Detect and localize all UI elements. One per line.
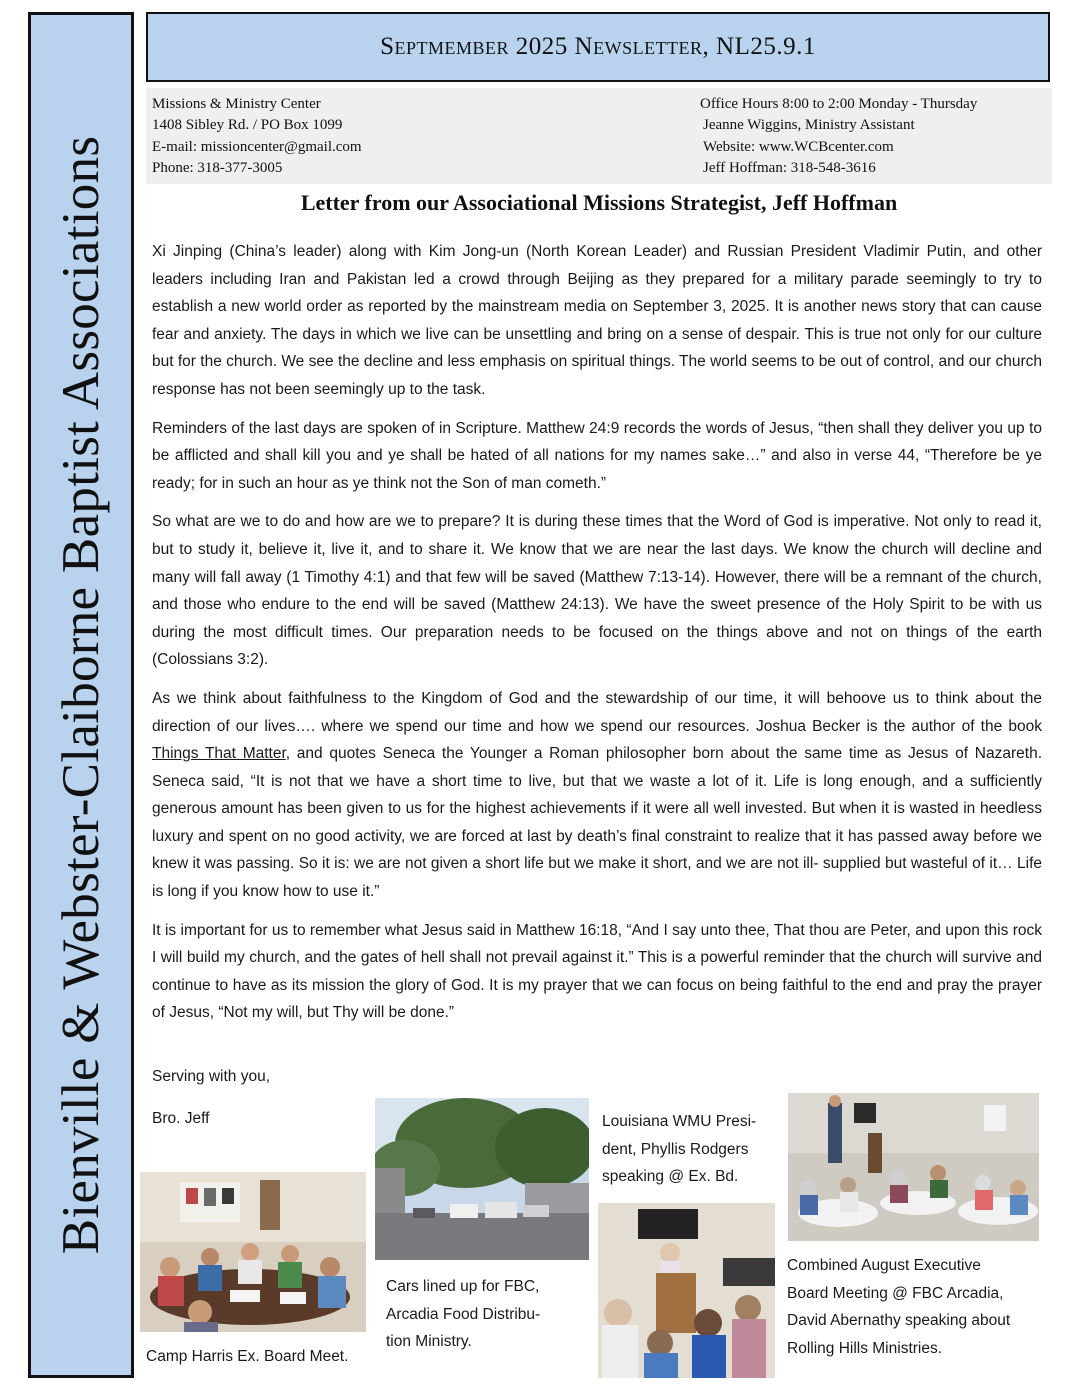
book-title: Things That Matter [152, 745, 286, 763]
center-address: 1408 Sibley Rd. / PO Box 1099 [152, 117, 343, 134]
wmu-caption-line-3: speaking @ Ex. Bd. [602, 1168, 739, 1186]
letter-paragraph-3: So what are we to do and how are we to prepare? It is during these times that the Word of God is imperative. Not only to read it, but to study it, believe it, live it, and to share it. We know that we are near the last days. We know the church will decline and many will fall away (1 Timothy 4:1) and that few will be saved (Matthew 7:13-14). However, there will be a remnant of the church, and those who endure to the end will be saved (Matthew 24:13). We have the sweet presence of the Holy Spirit to be with us during the most difficult times. Our preparation needs to be focused on the things above and not on things of the earth (Colossians 3:2). [152, 513, 1042, 669]
center-phone: Phone: 318-377-3005 [152, 159, 283, 176]
association-name: Bienville & Webster-Claiborne Baptist Associations [52, 135, 110, 1255]
exec-caption-line-3: David Abernathy speaking about [787, 1312, 1011, 1330]
office-hours: Office Hours 8:00 to 2:00 Monday - Thursday [700, 96, 978, 112]
executive-board-photo [788, 1093, 1039, 1241]
newsletter-title-box [146, 12, 1050, 82]
letter-heading: Letter from our Associational Missions Strategist, Jeff Hoffman [300, 190, 898, 215]
ministry-assistant: Jeanne Wiggins, Ministry Assistant [703, 117, 915, 134]
camp-harris-photo [140, 1172, 366, 1332]
letter-paragraph-1: Xi Jinping (China’s leader) along with Kim Jong-un (North Korean Leader) and Russian President Vladimir Putin, and other leaders including Iran and Pakistan led a crowd through Beijing as they prepared for a military parade seemingly to try to establish a new world order as reported by the mainstream media on September 3, 2025. It is another news story that can cause fear and anxiety. The days in which we live can be unsettling and bring on a sense of despair. This is true not only for our culture but for the church. We see the decline and less emphasis on spiritual things. The world seems to be out of control, and our church response has not been seemingly up to the task. [152, 243, 1042, 398]
wmu-caption-line-1: Louisiana WMU Presi- [602, 1113, 757, 1130]
contact-left [152, 94, 362, 179]
website: Website: www.WCBcenter.com [703, 138, 894, 155]
cars-caption [386, 1273, 540, 1356]
side-banner [28, 12, 134, 1378]
cars-photo [375, 1098, 589, 1260]
p4-text-after: , and quotes Seneca the Younger a Roman philosopher born about the same time as Jesus of Nazareth. Seneca said, “It is not that we have a short time to live, but that we waste a lot of it. Life is long enough, and a sufficiently generous amount has been given to us for the highest achievements if it were all well invested. But when it is wasted in heedless luxury and spent on no good activity, we are forced at last by death’s final constraint to realize that it has passed away before we knew it was passing. So it is: we are not given a short life but we make it short, and we are not ill- supplied but wasteful of it… Life is long if you know how to use it.” [152, 745, 1043, 901]
letter-paragraph-5: It is important for us to remember what Jesus said in Matthew 16:18, “And I say unto thee, That thou are Peter, and upon this rock I will build my church, and the gates of hell shall not prevail against it.” This is a powerful reminder that the church will survive and continue to have as its mission the glory of God. It is my prayer that we can focus on being faithful to the end and pray the prayer of Jesus, “Not my will, but Thy will be done.” [152, 921, 1042, 1022]
wmu-caption-line-2: dent, Phyllis Rodgers [602, 1140, 749, 1158]
contact-info-block [146, 88, 1052, 184]
p4-text-before: As we think about faithfulness to the Kingdom of God and the stewardship of our time, it will behoove us to think about the direction of our lives…. where we spend our time and how we spend our resources. Joshua Becker is the author of the book [152, 689, 1042, 735]
exec-caption-line-2: Board Meeting @ FBC Arcadia, [787, 1284, 1004, 1302]
camp-harris-caption: Camp Harris Ex. Board Meet. [146, 1348, 349, 1365]
closing-line: Serving with you, [152, 1068, 271, 1085]
strategist-phone: Jeff Hoffman: 318-548-3616 [703, 159, 876, 176]
letter-body [152, 238, 1042, 1038]
center-email: E-mail: missioncenter@gmail.com [152, 138, 362, 155]
newsletter-title: Septmember 2025 Newsletter, NL25.9.1 [380, 33, 816, 60]
letter-paragraph-4 [152, 685, 1042, 906]
cars-caption-line-1: Cars lined up for FBC, [386, 1278, 540, 1295]
executive-board-caption [787, 1252, 1010, 1362]
center-name: Missions & Ministry Center [152, 96, 321, 112]
cars-caption-line-2: Arcadia Food Distribu- [386, 1305, 541, 1323]
wmu-speaker-photo [598, 1203, 775, 1378]
exec-caption-line-4: Rolling Hills Ministries. [787, 1339, 943, 1357]
letter-paragraph-2: Reminders of the last days are spoken of in Scripture. Matthew 24:9 records the words of Jesus, “then shall they deliver you up to be afflicted and shall kill you and ye shall be hated of all nations for my names sake…” and also in verse 44, “Therefore be ye ready; for in such an hour as ye think not the Son of man cometh.” [152, 419, 1042, 492]
signature: Bro. Jeff [152, 1110, 210, 1127]
contact-right [700, 94, 977, 179]
cars-caption-line-3: tion Ministry. [386, 1333, 472, 1351]
wmu-caption [602, 1108, 756, 1191]
exec-caption-line-1: Combined August Executive [787, 1257, 981, 1274]
